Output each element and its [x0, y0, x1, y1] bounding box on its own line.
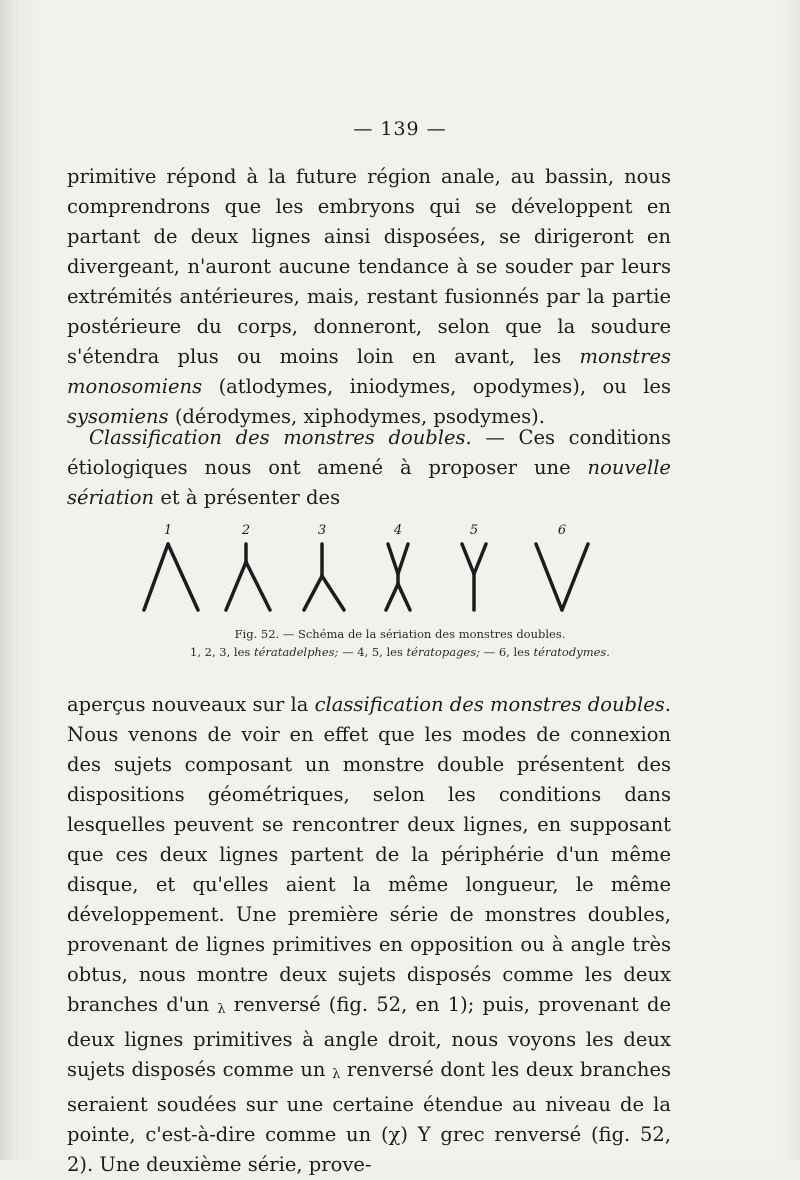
- caption-term-teratopages: tératopages;: [406, 645, 481, 659]
- paragraph-3-text: aperçus nouveaux sur la: [67, 693, 309, 716]
- paragraph-2: [67, 423, 671, 513]
- shape-1-inverted-lambda: [144, 544, 198, 610]
- figure-label-1: 1: [163, 523, 173, 538]
- inline-chi-symbol: (χ): [380, 1123, 408, 1146]
- figure-52: [140, 518, 610, 618]
- caption-part-b: — 4, 5, les: [342, 645, 403, 659]
- figure-label-6: 6: [557, 523, 567, 538]
- figure-label-5: 5: [469, 523, 479, 538]
- section-heading: Classification des monstres doubles.: [89, 426, 472, 449]
- figure-label-2: 2: [241, 523, 251, 538]
- inline-lambda-symbol: λ: [217, 1002, 226, 1017]
- figure-caption-line-2: [100, 644, 700, 661]
- paragraph-1: [67, 162, 671, 432]
- shape-4: [386, 544, 410, 610]
- shape-3: [304, 544, 344, 610]
- shape-2: [226, 544, 270, 610]
- figure-label-3: 3: [317, 523, 327, 538]
- paragraph-1-mid: (atlodymes, iniodymes, opodymes), ou les: [218, 375, 671, 398]
- paragraph-3-end: Y grec renversé (fig. 52, 2). Une deuxième série, prove-: [67, 1123, 671, 1176]
- paragraph-1-text: primitive répond à la future région anale, au bassin, nous comprendrons que les embryons qui se développent en partant de deux lignes ainsi disposées, se dirigeront en divergeant, n'auront aucune tendance à se souder par leurs extrémités antérieures, mais, restant fusionnés par la partie postérieure du corps, donneront, selon que la soudure s'étendra plus ou moins loin en avant, les: [67, 165, 671, 368]
- paragraph-2-end: et à présenter des: [160, 486, 341, 509]
- paragraph-3-body-2: renversé (fig. 52, en 1); puis, provenant de deux lignes primitives à angle droit, nous voyons les deux sujets disposés comme un: [67, 993, 672, 1081]
- caption-term-teratodymes: tératodymes.: [533, 645, 610, 659]
- paragraph-1-end: (dérodymes, xiphodymes, psodymes).: [174, 405, 545, 428]
- figure-caption-line-1: Fig. 52. — Schéma de la sériation des monstres doubles.: [234, 627, 566, 641]
- paragraph-2-text: — Ces conditions étiologiques nous ont amené à proposer une: [67, 426, 671, 479]
- paragraph-3-italic-term: classification des monstres doubles.: [314, 693, 671, 716]
- shape-5: [462, 544, 486, 610]
- paragraph-2-italic-term: nouvelle sériation: [67, 456, 671, 509]
- page-number: — 139 —: [353, 118, 447, 140]
- caption-part-a: 1, 2, 3, les: [190, 645, 251, 659]
- seriation-diagram: [140, 518, 610, 618]
- paragraph-1-italic-term-2: sysomiens: [67, 405, 169, 428]
- paragraph-3-body-3: renversé dont les deux branches seraient soudées sur une certaine étendue au niveau de la pointe, c'est-à-dire comme un: [67, 1058, 672, 1146]
- inline-lambda-symbol-2: λ: [332, 1067, 341, 1082]
- caption-term-teratadelphes: tératadelphes;: [253, 645, 339, 659]
- shape-6-v: [536, 544, 588, 610]
- paragraph-3-body: Nous venons de voir en effet que les modes de connexion des sujets composant un monstre double présentent des dispositions géométriques, selon les conditions dans lesquelles peuvent se rencontrer deux lignes, en supposant que ces deux lignes partent de la périphérie d'un même disque, et qu'elles aient la même longueur, le même développement. Une première série de monstres doubles, provenant de lignes primitives en opposition ou à angle très obtus, nous montre deux sujets disposés comme les deux branches d'un: [67, 723, 671, 1016]
- caption-part-c: — 6, les: [483, 645, 530, 659]
- paragraph-1-italic-term: monstres monosomiens: [67, 345, 672, 398]
- figure-label-4: 4: [393, 523, 403, 538]
- paragraph-3: [67, 690, 671, 1180]
